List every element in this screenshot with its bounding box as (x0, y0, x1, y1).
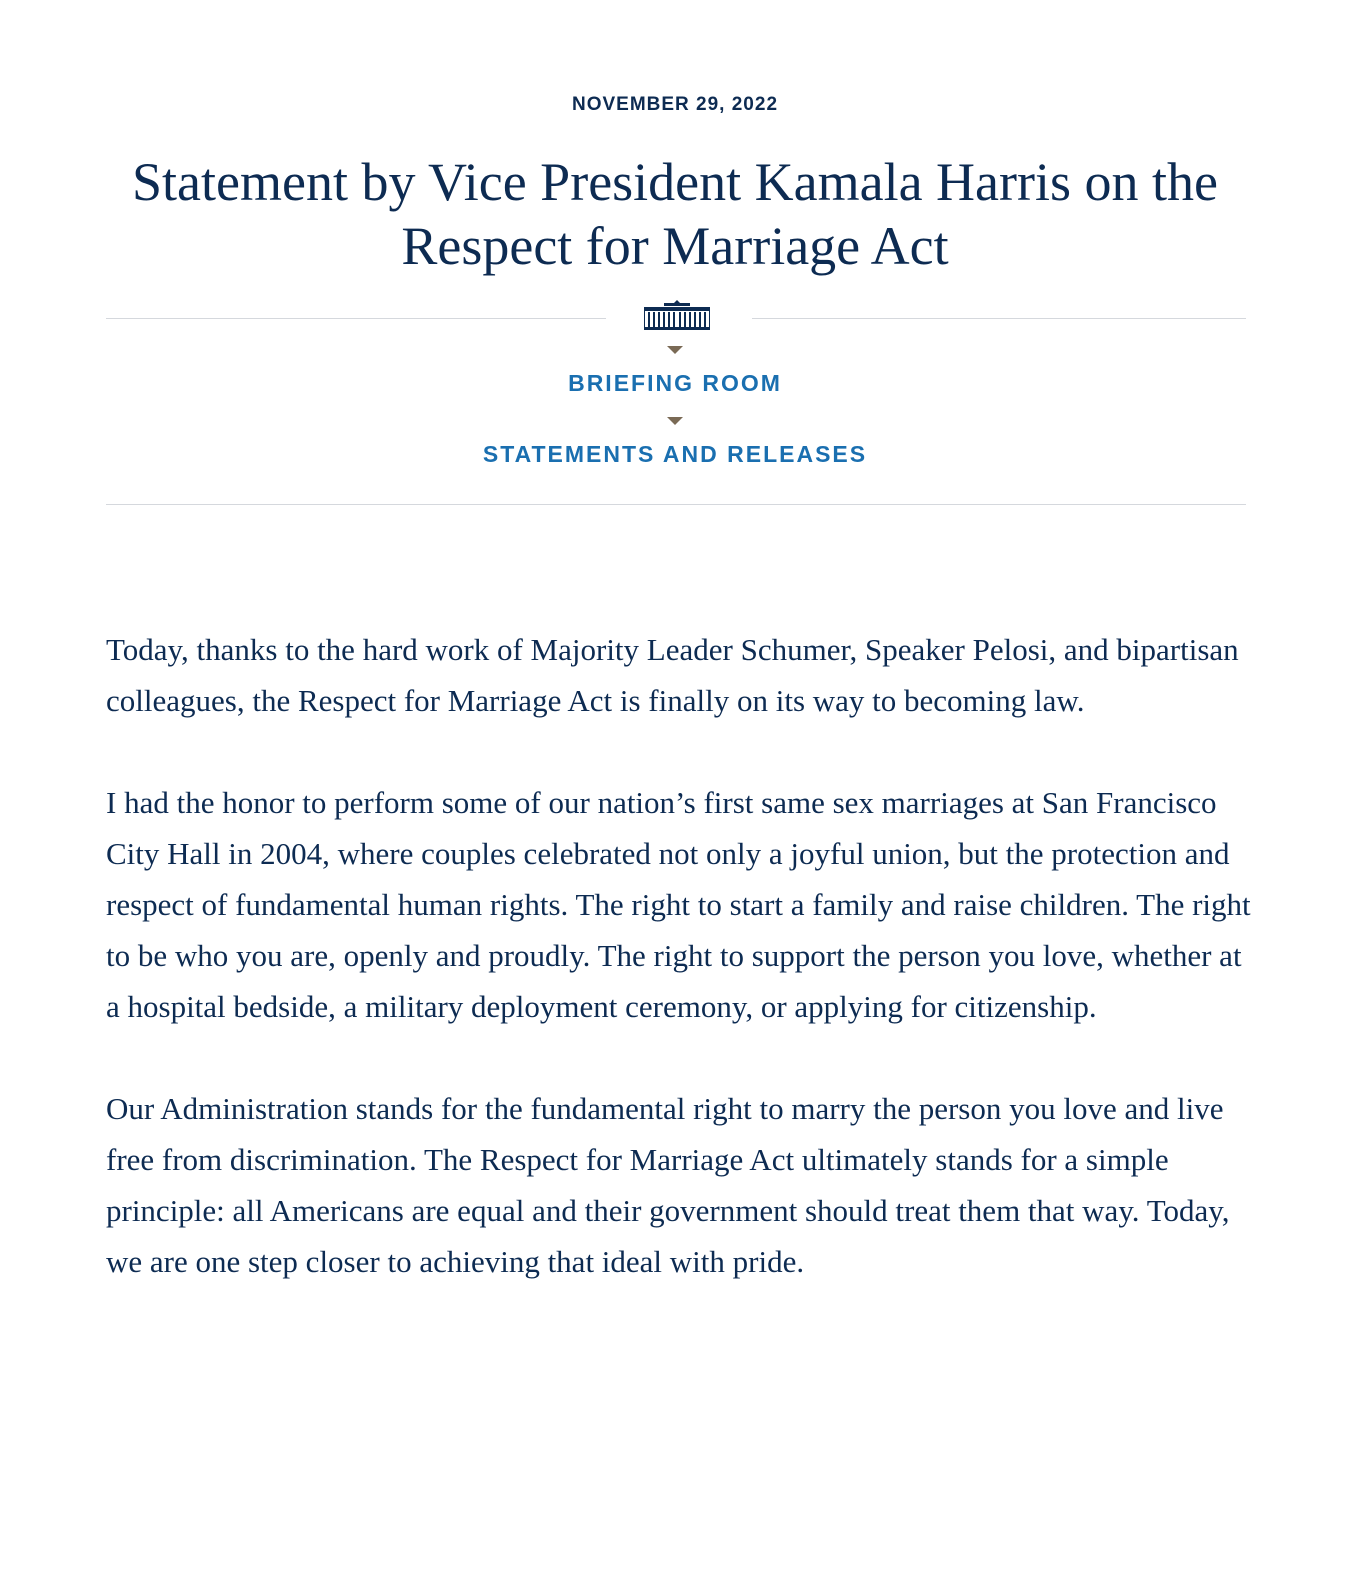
article-paragraph: I had the honor to perform some of our nation’s first same sex marriages at San Francisco City Hall in 2004, where couples celebrated not only a joyful union, but the protection and respect of fundamental human rights. The right to start a family and raise children. The right to be who you are, openly and proudly. The right to support the person you love, whether at a hospital bedside, a military deployment ceremony, or applying for citizenship. (106, 785, 1251, 1024)
caret-down-icon (667, 417, 683, 425)
white-house-icon (642, 298, 712, 332)
title-divider (106, 296, 1246, 336)
article-paragraph: Our Administration stands for the fundamental right to marry the person you love and live free from discrimination. The Respect for Marriage Act ultimately stands for a simple principle: all Americans are equal and their government should treat them that way. Today, we are one step closer to achieving that ideal with pride. (106, 1091, 1230, 1279)
breadcrumb-statements-and-releases[interactable]: STATEMENTS AND RELEASES (482, 441, 868, 467)
divider-line-right (752, 318, 1246, 319)
page-title: Statement by Vice President Kamala Harris on the Respect for Marriage Act (132, 152, 1218, 276)
article-paragraph: Today, thanks to the hard work of Majority Leader Schumer, Speaker Pelosi, and bipartisan colleagues, the Respect for Marriage Act is finally on its way to becoming law. (106, 632, 1239, 718)
caret-down-icon (667, 346, 683, 354)
article-body (106, 624, 1256, 1338)
divider-line-left (106, 318, 606, 319)
breadcrumb-briefing-room[interactable]: BRIEFING ROOM (568, 370, 782, 396)
article-date: NOVEMBER 29, 2022 (571, 94, 779, 115)
header-bottom-rule (106, 504, 1246, 505)
